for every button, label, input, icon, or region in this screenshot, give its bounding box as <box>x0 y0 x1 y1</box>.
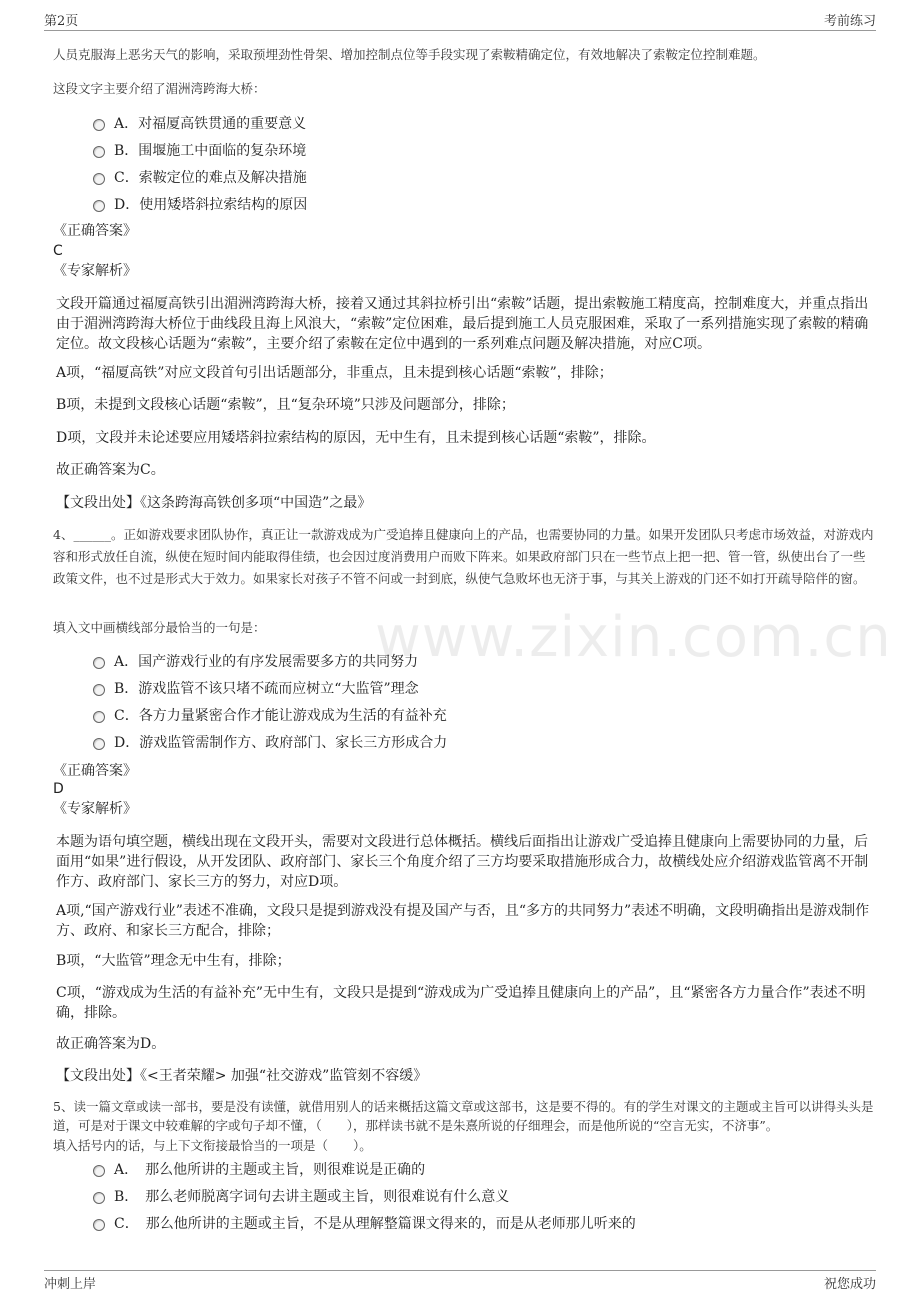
q4-source: 【文段出处】《<王者荣耀> 加强“社交游戏”监管刻不容缓》 <box>56 1068 428 1084</box>
q4-note-b: B项，“大监管”理念无中生有，排除； <box>56 953 291 969</box>
q4-option-b[interactable]: B．游戏监管不该只堵不疏而应树立“大监管”理念 <box>93 679 419 699</box>
page-header <box>44 10 876 31</box>
q5-option-b[interactable]: B． 那么老师脱离字词句去讲主题或主旨，则很难说有什么意义 <box>93 1187 509 1207</box>
q3-note-a: A项，“福厦高铁”对应文段首句引出话题部分，非重点，且未提到核心话题“索鞍”，排除； <box>56 365 613 381</box>
radio-icon[interactable] <box>93 1219 105 1231</box>
q5-option-a[interactable]: A． 那么他所讲的主题或主旨，则很难说是正确的 <box>93 1160 425 1180</box>
q4-stem: 4、______。正如游戏要求团队协作，真正让一款游戏成为广受追捧且健康向上的产品，也需要协同的力量。如果开发团队只考虑市场效益，对游戏内容和形式放任自流，纵使在短时间内能取得佳绩，也会因过度消费用户而败下阵来。如果政府部门只在一些节点上把一把、管一管，纵使出台了一些政策文件，也不过是形式大于效力。如果家长对孩子不管不问或一封到底，纵使气急败坏也无济于事，与其关上游戏的门还不如打开疏导陪伴的窗。 <box>53 527 874 586</box>
q4-analysis: 本题为语句填空题，横线出现在文段开头，需要对文段进行总体概括。横线后面指出让游戏广受追捧且健康向上需要协同的力量，后面用“如果”进行假设，从开发团队、政府部门、家长三个角度介绍了三方均要采取措施形成合力，故横线处应介绍游戏监管离不开制作方、政府部门、家长三方的努力，对应D项。 <box>56 834 869 890</box>
q4-answer-title: 《正确答案》 <box>53 763 137 779</box>
watermark: www.zixin.com.cn <box>375 605 892 670</box>
q3-option-b[interactable]: B．围堰施工中面临的复杂环境 <box>93 141 306 161</box>
radio-icon[interactable] <box>93 1192 105 1204</box>
q4-analysis-title: 《专家解析》 <box>53 801 137 817</box>
q5-prompt: 填入括号内的话，与上下文衔接最恰当的一项是（ ）。 <box>53 1138 372 1153</box>
q3-passage-tail: 人员克服海上恶劣天气的影响，采取预埋劲性骨架、增加控制点位等手段实现了索鞍精确定位，有效地解决了索鞍定位控制难题。 <box>53 47 766 62</box>
page-footer <box>44 1270 876 1295</box>
q3-option-d[interactable]: D．使用矮塔斜拉索结构的原因 <box>93 195 307 215</box>
radio-icon[interactable] <box>93 173 105 185</box>
q3-analysis: 文段开篇通过福厦高铁引出湄洲湾跨海大桥，接着又通过其斜拉桥引出“索鞍”话题，提出索鞍施工精度高，控制难度大，并重点指出由于湄洲湾跨海大桥位于曲线段且海上风浪大，“索鞍”定位困难，最后提到施工人员克服困难，采取了一系列措施实现了索鞍的精确定位。故文段核心话题为“索鞍”，主要介绍了索鞍在定位中遇到的一系列难点问题及解决措施，对应C项。 <box>56 296 869 352</box>
q3-note-b: B项，未提到文段核心话题“索鞍”，且“复杂环境”只涉及问题部分，排除； <box>56 397 515 413</box>
q5-stem: 5、读一篇文章或读一部书，要是没有读懂，就借用别人的话来概括这篇文章或这部书，这是要不得的。有的学生对课文的主题或主旨可以讲得头头是道，可是对于课文中较难解的字或句子却不懂，（ ），那样读书就不是朱熹所说的仔细理会，而是他所说的“空言无实，不济事”。 <box>53 1099 874 1133</box>
q4-option-d[interactable]: D．游戏监管需制作方、政府部门、家长三方形成合力 <box>93 733 447 753</box>
q4-prompt: 填入文中画横线部分最恰当的一句是： <box>53 620 266 635</box>
q4-option-c[interactable]: C．各方力量紧密合作才能让游戏成为生活的有益补充 <box>93 706 447 726</box>
q4-conclusion: 故正确答案为D。 <box>56 1036 166 1052</box>
radio-icon[interactable] <box>93 684 105 696</box>
q4-note-c: C项，“游戏成为生活的有益补充”无中生有，文段只是提到“游戏成为广受追捧且健康向上的产品”，且“紧密各方力量合作”表述不明确，排除。 <box>56 985 866 1021</box>
radio-icon[interactable] <box>93 200 105 212</box>
radio-icon[interactable] <box>93 711 105 723</box>
radio-icon[interactable] <box>93 657 105 669</box>
radio-icon[interactable] <box>93 146 105 158</box>
q4-answer: D <box>53 781 64 797</box>
q5-option-c[interactable]: C． 那么他所讲的主题或主旨，不是从理解整篇课文得来的，而是从老师那儿听来的 <box>93 1214 636 1234</box>
footer-right-text: 祝您成功 <box>823 1277 876 1292</box>
q3-conclusion: 故正确答案为C。 <box>56 462 165 478</box>
footer-left-text: 冲刺上岸 <box>44 1277 97 1292</box>
header-title: 考前练习 <box>823 14 876 29</box>
radio-icon[interactable] <box>93 738 105 750</box>
page-number: 第2页 <box>44 14 79 29</box>
radio-icon[interactable] <box>93 1165 105 1177</box>
q4-option-a[interactable]: A．国产游戏行业的有序发展需要多方的共同努力 <box>93 652 418 672</box>
q3-answer-title: 《正确答案》 <box>53 223 137 239</box>
q3-answer: C <box>53 243 63 259</box>
q3-source: 【文段出处】《这条跨海高铁创多项“中国造”之最》 <box>56 495 372 511</box>
q3-option-c[interactable]: C．索鞍定位的难点及解决措施 <box>93 168 307 188</box>
radio-icon[interactable] <box>93 119 105 131</box>
q3-note-d: D项，文段并未论述要应用矮塔斜拉索结构的原因，无中生有，且未提到核心话题“索鞍”，排除。 <box>56 430 656 446</box>
q3-analysis-title: 《专家解析》 <box>53 263 137 279</box>
q4-note-a: A项,“国产游戏行业”表述不准确，文段只是提到游戏没有提及国产与否，且“多方的共同努力”表述不明确，文段明确指出是游戏制作方、政府、和家长三方配合，排除； <box>56 903 870 939</box>
q3-option-a[interactable]: A．对福厦高铁贯通的重要意义 <box>93 114 306 134</box>
q3-prompt: 这段文字主要介绍了湄洲湾跨海大桥： <box>53 81 266 96</box>
